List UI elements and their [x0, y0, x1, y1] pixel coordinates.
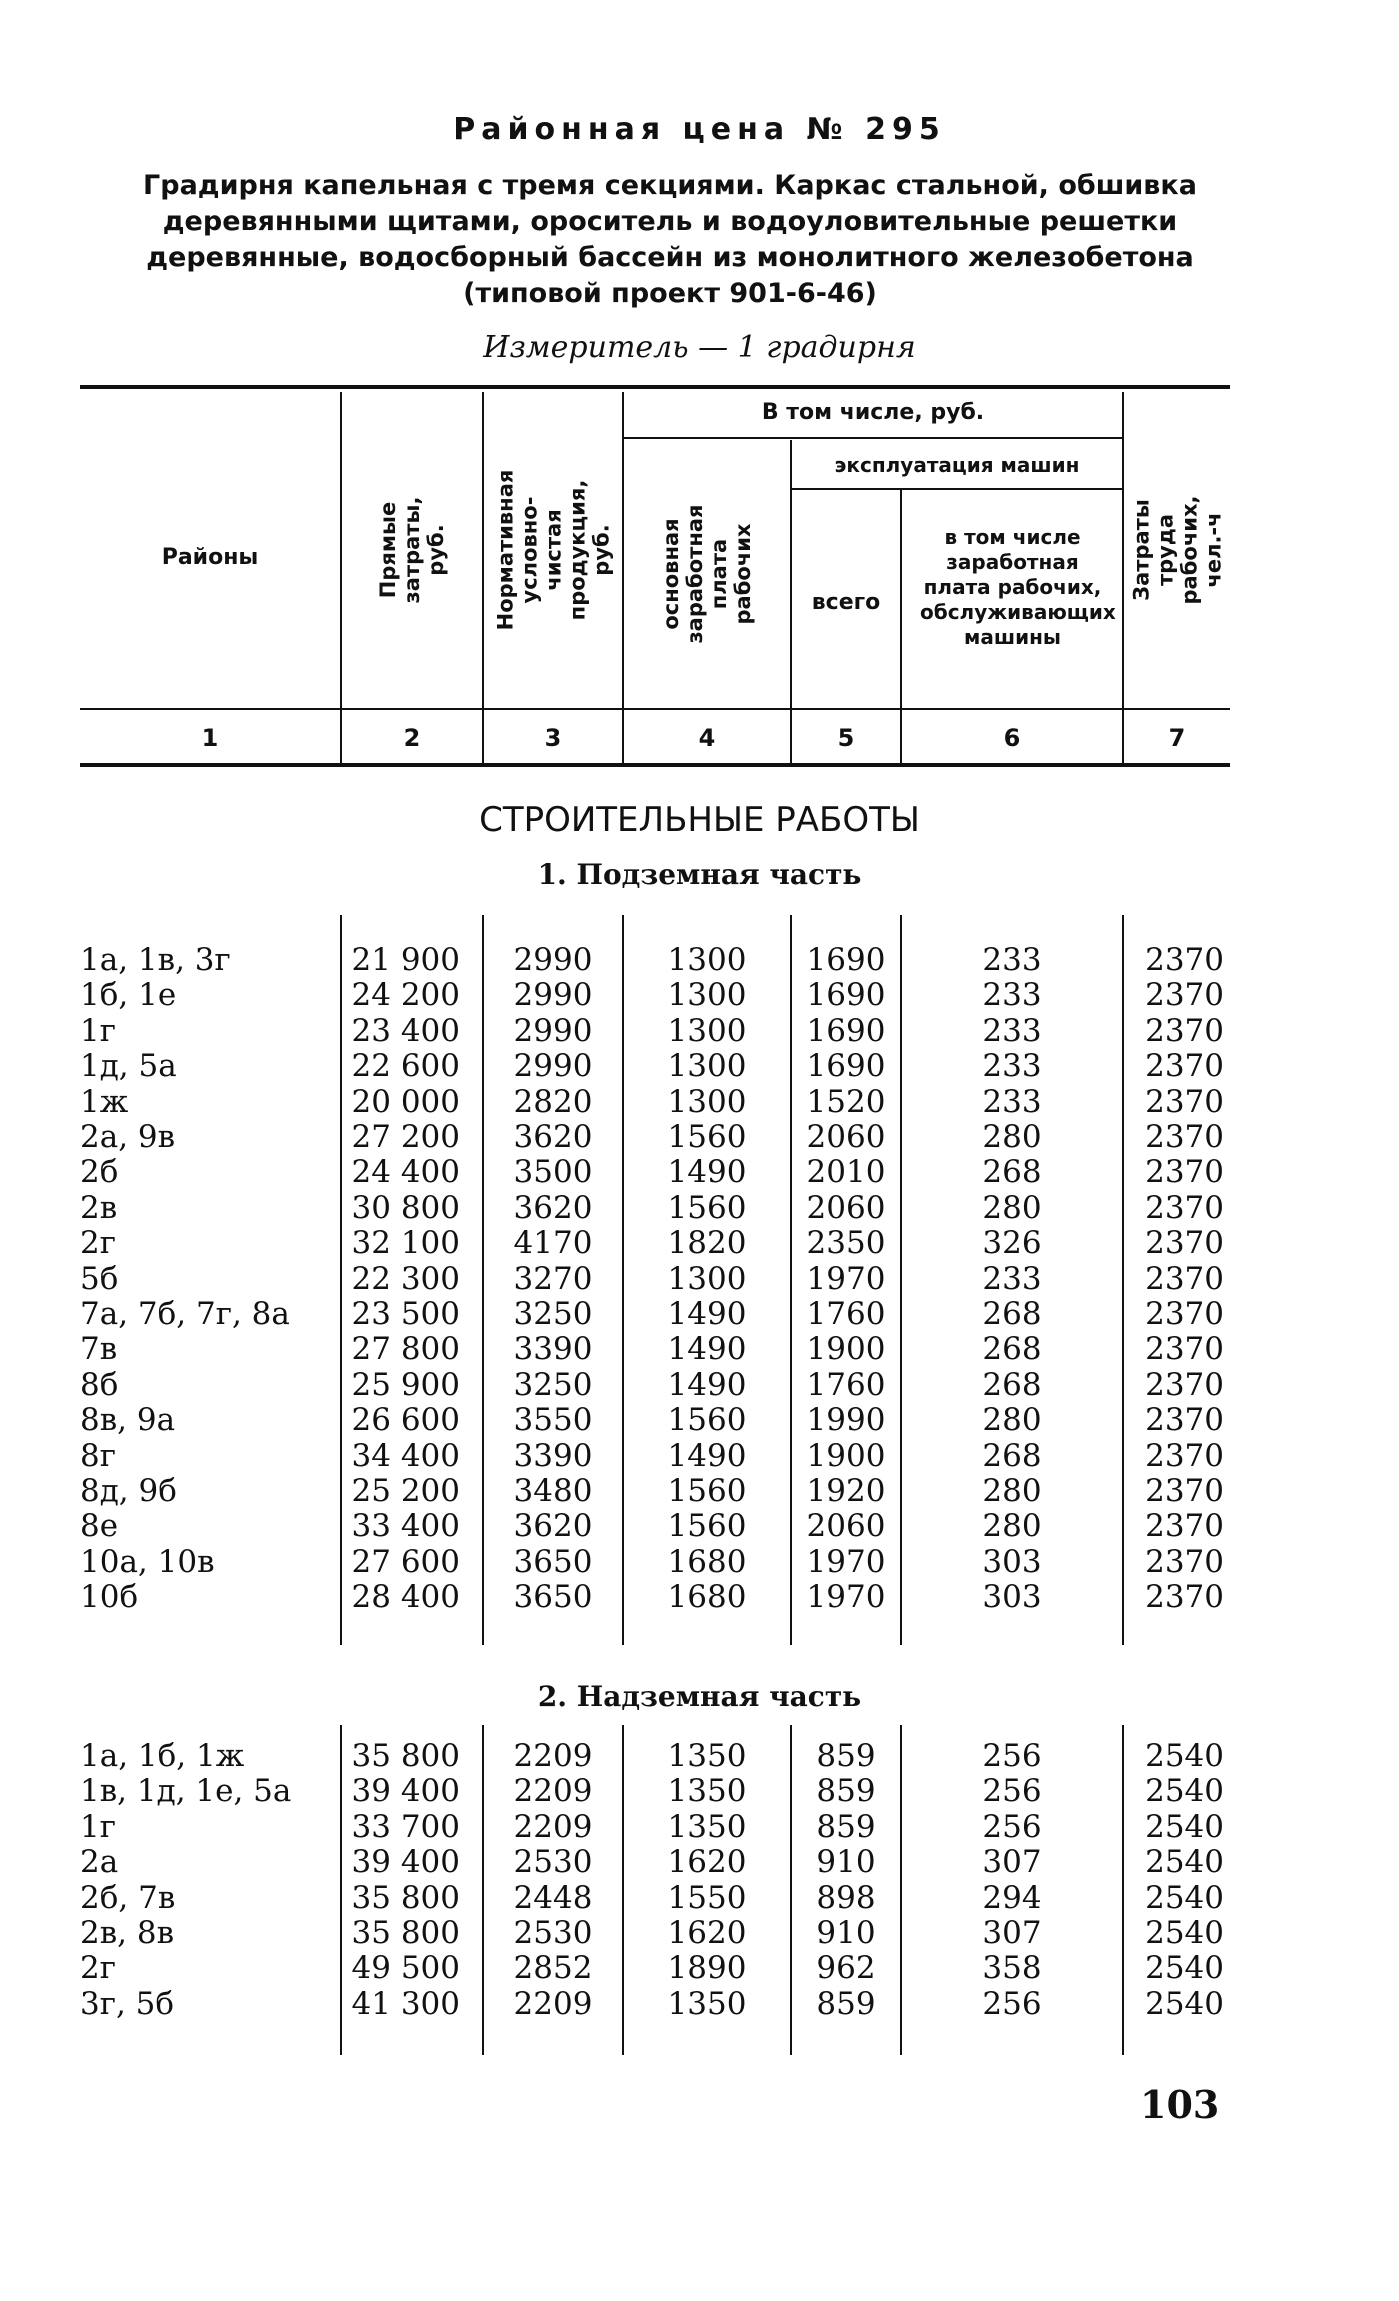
direct-costs-cell: 26 600: [351, 1402, 460, 1439]
machines-total-cell: 1970: [806, 1543, 886, 1580]
net-output-cell: 3650: [513, 1543, 593, 1580]
net-output-cell: 2448: [513, 1879, 593, 1916]
base-wage-cell: 1620: [667, 1844, 747, 1881]
direct-costs-cell: 35 800: [351, 1738, 460, 1774]
col-net-output-header: [484, 392, 622, 708]
labor-cell: 2540: [1145, 1738, 1224, 1774]
net-output-cell: 2209: [513, 1773, 593, 1810]
base-wage-cell: 1550: [667, 1879, 747, 1916]
col-number: 5: [837, 724, 855, 752]
region-cell: 1в, 1д, 1е, 5а: [80, 1773, 292, 1810]
region-cell: 8д, 9б: [80, 1473, 177, 1509]
base-wage-cell: 1890: [667, 1950, 747, 1987]
labor-cell: 2370: [1145, 1048, 1224, 1085]
machine-wage-cell: 307: [982, 1844, 1042, 1881]
labor-cell: 2370: [1145, 942, 1224, 978]
machines-total-cell: 859: [816, 1738, 876, 1774]
object-description: [95, 168, 1245, 312]
part1-title: 1. Подземная часть: [537, 858, 862, 891]
net-output-cell: 2990: [513, 942, 593, 978]
base-wage-cell: 1560: [667, 1119, 747, 1155]
table-row: [0, 1880, 1399, 1916]
region-cell: 7а, 7б, 7г, 8а: [80, 1296, 290, 1332]
machines-total-cell: 859: [816, 1773, 876, 1810]
col-direct-costs-header: [342, 392, 482, 708]
direct-costs-cell: 35 800: [351, 1915, 460, 1951]
table-row: [0, 1225, 1399, 1261]
labor-cell: 2370: [1145, 1260, 1224, 1297]
table-row: [0, 1915, 1399, 1951]
description-line: деревянными щитами, ороситель и водоуловительные решетки: [162, 206, 1178, 237]
direct-costs-cell: 24 400: [351, 1154, 460, 1191]
machine-wage-cell: 233: [982, 977, 1042, 1014]
direct-costs-cell: 22 600: [351, 1048, 460, 1085]
direct-costs-cell: 32 100: [351, 1225, 460, 1262]
net-output-cell: 2530: [513, 1915, 593, 1951]
labor-cell: 2370: [1145, 1154, 1224, 1191]
net-output-cell: 3500: [513, 1154, 593, 1191]
machines-total-cell: 2060: [806, 1189, 886, 1226]
table-row: [0, 1579, 1399, 1615]
group-rule: [622, 437, 1122, 439]
region-cell: 2а: [80, 1844, 119, 1881]
base-wage-cell: 1490: [667, 1154, 747, 1191]
col-machines-total-header: всего: [811, 590, 881, 615]
base-wage-cell: 1300: [667, 942, 747, 978]
machines-total-cell: 898: [816, 1879, 876, 1916]
labor-cell: 2370: [1145, 1119, 1224, 1155]
col-number: 2: [403, 724, 421, 752]
base-wage-cell: 1350: [667, 1985, 747, 2022]
region-cell: 1б, 1е: [80, 977, 177, 1014]
machine-wage-cell: 233: [982, 1260, 1042, 1297]
table-row: [0, 1296, 1399, 1332]
net-output-cell: 3620: [513, 1189, 593, 1226]
direct-costs-cell: 33 400: [351, 1508, 460, 1545]
machine-wage-cell: 268: [982, 1331, 1042, 1368]
header-separator: [900, 490, 902, 764]
labor-cell: 2370: [1145, 1366, 1224, 1403]
net-output-cell: 3250: [513, 1366, 593, 1403]
labor-cell: 2370: [1145, 1508, 1224, 1545]
table-row: [0, 977, 1399, 1013]
machines-total-cell: 2350: [806, 1225, 886, 1262]
base-wage-cell: 1560: [667, 1402, 747, 1439]
net-output-cell: 2530: [513, 1844, 593, 1881]
region-cell: 8в, 9а: [80, 1402, 176, 1439]
header-bottom-rule: [80, 708, 1230, 710]
base-wage-cell: 1300: [667, 977, 747, 1014]
direct-costs-cell: 22 300: [351, 1260, 460, 1297]
direct-costs-cell: 23 500: [351, 1296, 460, 1332]
region-cell: 2в: [80, 1189, 118, 1226]
table-row: [0, 1438, 1399, 1474]
table-row: [0, 1367, 1399, 1403]
table-row: [0, 1508, 1399, 1544]
table-row: [0, 1048, 1399, 1084]
net-output-cell: 2990: [513, 977, 593, 1014]
base-wage-cell: 1490: [667, 1437, 747, 1474]
labor-cell: 2370: [1145, 1543, 1224, 1580]
machines-total-cell: 1690: [806, 1012, 886, 1049]
base-wage-cell: 1300: [667, 1083, 747, 1120]
net-output-cell: 3620: [513, 1508, 593, 1545]
base-wage-cell: 1560: [667, 1189, 747, 1226]
machine-wage-cell: 233: [982, 1083, 1042, 1120]
table-row: [0, 1013, 1399, 1049]
direct-costs-cell: 25 900: [351, 1366, 460, 1403]
net-output-cell: 3270: [513, 1260, 593, 1297]
region-cell: 2а, 9в: [80, 1119, 176, 1155]
labor-cell: 2370: [1145, 1083, 1224, 1120]
table-row: [0, 1738, 1399, 1774]
labor-cell: 2370: [1145, 1012, 1224, 1049]
direct-costs-cell: 41 300: [351, 1985, 460, 2022]
labor-cell: 2540: [1145, 1879, 1224, 1916]
labor-cell: 2370: [1145, 1296, 1224, 1332]
labor-cell: 2370: [1145, 1437, 1224, 1474]
net-output-cell: 2209: [513, 1808, 593, 1845]
machines-total-cell: 2010: [806, 1154, 886, 1191]
machines-total-cell: 1520: [806, 1083, 886, 1120]
direct-costs-cell: 27 800: [351, 1331, 460, 1368]
machines-total-cell: 2060: [806, 1508, 886, 1545]
net-output-cell: 2820: [513, 1083, 593, 1120]
direct-costs-cell: 27 600: [351, 1543, 460, 1580]
direct-costs-cell: 49 500: [351, 1950, 460, 1987]
region-cell: 1а, 1б, 1ж: [80, 1738, 245, 1774]
section-title: СТРОИТЕЛЬНЫЕ РАБОТЫ: [479, 800, 920, 840]
machines-total-cell: 910: [816, 1844, 876, 1881]
direct-costs-cell: 39 400: [351, 1844, 460, 1881]
region-cell: 10б: [80, 1579, 139, 1616]
machine-wage-cell: 358: [982, 1950, 1042, 1987]
machines-total-cell: 1760: [806, 1296, 886, 1332]
direct-costs-cell: 24 200: [351, 977, 460, 1014]
labor-cell: 2370: [1145, 977, 1224, 1014]
net-output-cell: 3480: [513, 1473, 593, 1509]
machines-total-cell: 962: [816, 1950, 876, 1987]
labor-cell: 2370: [1145, 1579, 1224, 1616]
net-output-cell: 2990: [513, 1012, 593, 1049]
region-cell: 2г: [80, 1950, 116, 1987]
col-number: 6: [1003, 724, 1021, 752]
number-row-rule: [80, 763, 1230, 767]
base-wage-cell: 1680: [667, 1543, 747, 1580]
machine-wage-cell: 303: [982, 1579, 1042, 1616]
col-machine-wage-header: в том числе заработная плата рабочих, обслуживающих машины: [920, 525, 1116, 649]
table-row: [0, 1544, 1399, 1580]
base-wage-cell: 1490: [667, 1366, 747, 1403]
machine-wage-cell: 326: [982, 1225, 1042, 1262]
price-title: Районная цена № 295: [453, 112, 946, 147]
direct-costs-cell: 35 800: [351, 1879, 460, 1916]
base-wage-cell: 1300: [667, 1012, 747, 1049]
region-cell: 7в: [80, 1331, 118, 1368]
machines-total-cell: 1900: [806, 1331, 886, 1368]
measure-unit: Измеритель — 1 градирня: [483, 330, 916, 365]
base-wage-cell: 1620: [667, 1915, 747, 1951]
col-labor-label: Затраты труда рабочих, чел.-ч: [1129, 495, 1226, 605]
region-cell: 10а, 10в: [80, 1543, 215, 1580]
table-row: [0, 1261, 1399, 1297]
region-cell: 8е: [80, 1508, 119, 1545]
base-wage-cell: 1350: [667, 1773, 747, 1810]
net-output-cell: 2209: [513, 1985, 593, 2022]
machines-total-cell: 1900: [806, 1437, 886, 1474]
labor-cell: 2370: [1145, 1402, 1224, 1439]
machine-wage-cell: 233: [982, 1012, 1042, 1049]
machine-wage-cell: 280: [982, 1508, 1042, 1545]
net-output-cell: 2852: [513, 1950, 593, 1987]
net-output-cell: 2990: [513, 1048, 593, 1085]
labor-cell: 2370: [1145, 1331, 1224, 1368]
region-cell: 2в, 8в: [80, 1915, 175, 1951]
net-output-cell: 3620: [513, 1119, 593, 1155]
base-wage-cell: 1680: [667, 1579, 747, 1616]
col-base-wage-label: основная заработная плата рабочих: [659, 504, 755, 644]
region-cell: 2г: [80, 1225, 116, 1262]
base-wage-cell: 1490: [667, 1296, 747, 1332]
base-wage-cell: 1560: [667, 1508, 747, 1545]
table-row: [0, 1473, 1399, 1509]
machine-wage-cell: 233: [982, 942, 1042, 978]
net-output-cell: 3390: [513, 1437, 593, 1474]
machine-wage-cell: 307: [982, 1915, 1042, 1951]
direct-costs-cell: 30 800: [351, 1189, 460, 1226]
machines-total-cell: 2060: [806, 1119, 886, 1155]
net-output-cell: 3390: [513, 1331, 593, 1368]
table-row: [0, 1950, 1399, 1986]
col-number: 3: [544, 724, 562, 752]
machine-wage-cell: 256: [982, 1985, 1042, 2022]
machines-total-cell: 1690: [806, 977, 886, 1014]
machines-total-cell: 910: [816, 1915, 876, 1951]
region-cell: 1г: [80, 1012, 116, 1049]
region-cell: 1д, 5а: [80, 1048, 177, 1085]
net-output-cell: 3250: [513, 1296, 593, 1332]
base-wage-cell: 1350: [667, 1808, 747, 1845]
col-labor-header: [1124, 392, 1230, 708]
group-header: В том числе, руб.: [761, 400, 985, 425]
machine-wage-cell: 256: [982, 1773, 1042, 1810]
direct-costs-cell: 23 400: [351, 1012, 460, 1049]
machine-wage-cell: 268: [982, 1437, 1042, 1474]
machine-wage-cell: 280: [982, 1189, 1042, 1226]
base-wage-cell: 1300: [667, 1260, 747, 1297]
table-row: [0, 1986, 1399, 2022]
direct-costs-cell: 25 200: [351, 1473, 460, 1509]
labor-cell: 2370: [1145, 1473, 1224, 1509]
machine-wage-cell: 280: [982, 1119, 1042, 1155]
header-top-rule: [80, 385, 1230, 389]
direct-costs-cell: 33 700: [351, 1808, 460, 1845]
region-cell: 5б: [80, 1260, 119, 1297]
base-wage-cell: 1820: [667, 1225, 747, 1262]
table-row: [0, 1119, 1399, 1155]
col-number: 1: [201, 724, 219, 752]
col-base-wage-header: [624, 440, 790, 708]
machine-wage-cell: 268: [982, 1366, 1042, 1403]
description-line: деревянные, водосборный бассейн из монолитного железобетона: [146, 242, 1194, 273]
labor-cell: 2540: [1145, 1844, 1224, 1881]
direct-costs-cell: 34 400: [351, 1437, 460, 1474]
table-row: [0, 1844, 1399, 1880]
region-cell: 2б: [80, 1154, 119, 1191]
part2-title: 2. Надземная часть: [537, 1680, 862, 1713]
machines-total-cell: 859: [816, 1985, 876, 2022]
direct-costs-cell: 27 200: [351, 1119, 460, 1155]
table-row: [0, 1773, 1399, 1809]
region-cell: 8б: [80, 1366, 119, 1403]
table-row: [0, 1084, 1399, 1120]
labor-cell: 2540: [1145, 1950, 1224, 1987]
machines-total-cell: 1690: [806, 942, 886, 978]
labor-cell: 2370: [1145, 1189, 1224, 1226]
labor-cell: 2540: [1145, 1915, 1224, 1951]
direct-costs-cell: 39 400: [351, 1773, 460, 1810]
table-row: [0, 1190, 1399, 1226]
base-wage-cell: 1560: [667, 1473, 747, 1509]
machine-wage-cell: 303: [982, 1543, 1042, 1580]
region-cell: 1ж: [80, 1083, 129, 1120]
col-regions-header: Районы: [161, 545, 259, 570]
machines-total-cell: 1690: [806, 1048, 886, 1085]
col-net-output-label: Нормативная условно-чистая продукция, руб.: [493, 469, 613, 631]
net-output-cell: 2209: [513, 1738, 593, 1774]
direct-costs-cell: 21 900: [351, 942, 460, 978]
net-output-cell: 4170: [513, 1225, 593, 1262]
base-wage-cell: 1350: [667, 1738, 747, 1774]
base-wage-cell: 1490: [667, 1331, 747, 1368]
machines-total-cell: 1990: [806, 1402, 886, 1439]
table-row: [0, 1154, 1399, 1190]
table-row: [0, 1331, 1399, 1367]
subgroup-header: эксплуатация машин: [834, 453, 1080, 477]
machine-wage-cell: 294: [982, 1879, 1042, 1916]
labor-cell: 2540: [1145, 1808, 1224, 1845]
labor-cell: 2540: [1145, 1985, 1224, 2022]
region-cell: 8г: [80, 1437, 116, 1474]
labor-cell: 2540: [1145, 1773, 1224, 1810]
machine-wage-cell: 280: [982, 1402, 1042, 1439]
machine-wage-cell: 280: [982, 1473, 1042, 1509]
region-cell: 1а, 1в, 3г: [80, 942, 231, 978]
page-number: 103: [1140, 2082, 1220, 2127]
machines-total-cell: 859: [816, 1808, 876, 1845]
table-row: [0, 1809, 1399, 1845]
col-number: 7: [1168, 724, 1186, 752]
col-direct-costs-label: Прямые затраты, руб.: [376, 496, 448, 604]
machines-total-cell: 1920: [806, 1473, 886, 1509]
machine-wage-cell: 268: [982, 1154, 1042, 1191]
direct-costs-cell: 28 400: [351, 1579, 460, 1616]
table-row: [0, 942, 1399, 978]
machines-total-cell: 1970: [806, 1579, 886, 1616]
region-cell: 1г: [80, 1808, 116, 1845]
region-cell: 3г, 5б: [80, 1985, 175, 2022]
machine-wage-cell: 256: [982, 1808, 1042, 1845]
machine-wage-cell: 233: [982, 1048, 1042, 1085]
base-wage-cell: 1300: [667, 1048, 747, 1085]
machines-total-cell: 1970: [806, 1260, 886, 1297]
description-line: (типовой проект 901-6-46): [463, 278, 877, 309]
table-row: [0, 1402, 1399, 1438]
labor-cell: 2370: [1145, 1225, 1224, 1262]
subgroup-rule: [790, 488, 1122, 490]
net-output-cell: 3650: [513, 1579, 593, 1616]
net-output-cell: 3550: [513, 1402, 593, 1439]
direct-costs-cell: 20 000: [351, 1083, 460, 1120]
region-cell: 2б, 7в: [80, 1879, 176, 1916]
machine-wage-cell: 268: [982, 1296, 1042, 1332]
col-number: 4: [698, 724, 716, 752]
machine-wage-cell: 256: [982, 1738, 1042, 1774]
description-line: Градирня капельная с тремя секциями. Каркас стальной, обшивка: [143, 170, 1197, 201]
machines-total-cell: 1760: [806, 1366, 886, 1403]
